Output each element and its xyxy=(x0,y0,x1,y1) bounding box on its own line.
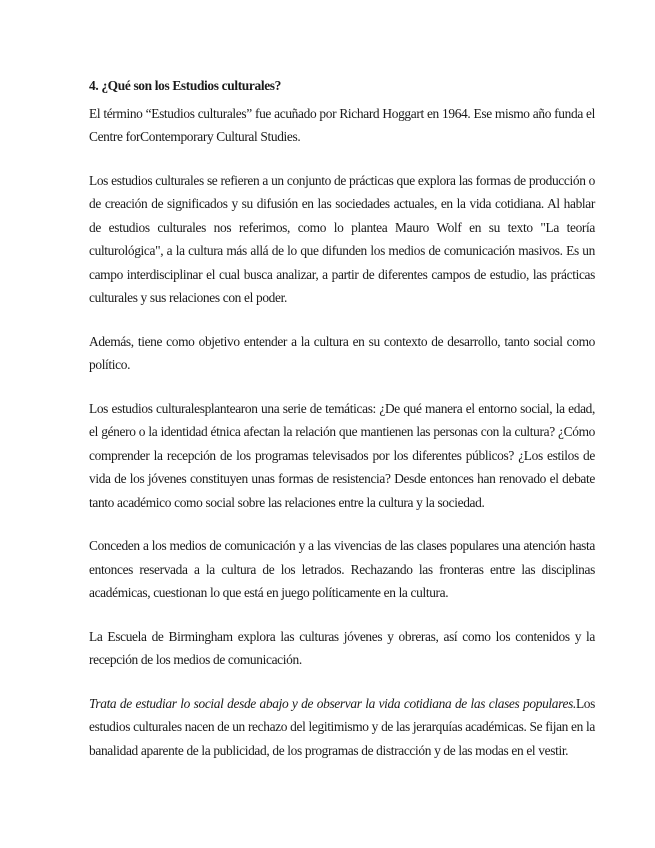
paragraph-birmingham: La Escuela de Birmingham explora las culturas jóvenes y obreras, así como los contenidos y la recepción de los medios de comunicación. xyxy=(89,628,595,667)
paragraph-media: Conceden a los medios de comunicación y a las vivencias de las clases populares una atención hasta entonces reservada a la cultura de los letrados. Rechazando las fronteras entre las disciplinas académicas, cuestionan lo que está en juego políticamente en la cultura. xyxy=(89,538,595,600)
paragraph-objective: Además, tiene como objetivo entender a la cultura en su contexto de desarrollo, tanto social como político. xyxy=(89,333,595,372)
italic-sentence: Trata de estudiar lo social desde abajo y de observar la vida cotidiana de las clases populares. xyxy=(89,695,576,711)
paragraph-origin: El término “Estudios culturales” fue acuñado por Richard Hoggart en 1964. Ese mismo año funda el Centre forContemporary Cultural Studies. xyxy=(89,105,595,144)
normal-sentence: Los estudios culturales nacen de un rechazo del legitimismo y de las jerarquías académicas. Se fijan en la banalidad aparente de la publicidad, de los programas de distracción y de las modas en el vestir. xyxy=(89,695,595,758)
document-page xyxy=(89,74,595,782)
paragraph-definition: Los estudios culturales se refieren a un conjunto de prácticas que explora las formas de producción o de creación de significados y su difusión en las sociedades actuales, en la vida cotidiana. Al hablar de estudios culturales nos referimos, como lo plantea Mauro Wolf en su texto "La teoría culturológica", a la cultura más allá de lo que difunden los medios de comunicación masivos. Es un campo interdisciplinar el cual busca analizar, a partir de diferentes campos de estudio, las prácticas culturales y sus relaciones con el poder. xyxy=(89,172,595,305)
paragraph-themes: Los estudios culturalesplantearon una serie de temáticas: ¿De qué manera el entorno social, la edad, el género o la identidad étnica afectan la relación que mantienen las personas con la cultura? ¿Cómo comprender la recepción de los programas televisados por los diferentes públicos? ¿Los estilos de vida de los jóvenes constituyen unas formas de resistencia? Desde entonces han renovado el debate tanto académico como social sobre las relaciones entre la cultura y la sociedad. xyxy=(89,400,595,510)
paragraph-everyday-life xyxy=(89,692,595,763)
section-heading: 4. ¿Qué son los Estudios culturales? xyxy=(89,78,282,93)
